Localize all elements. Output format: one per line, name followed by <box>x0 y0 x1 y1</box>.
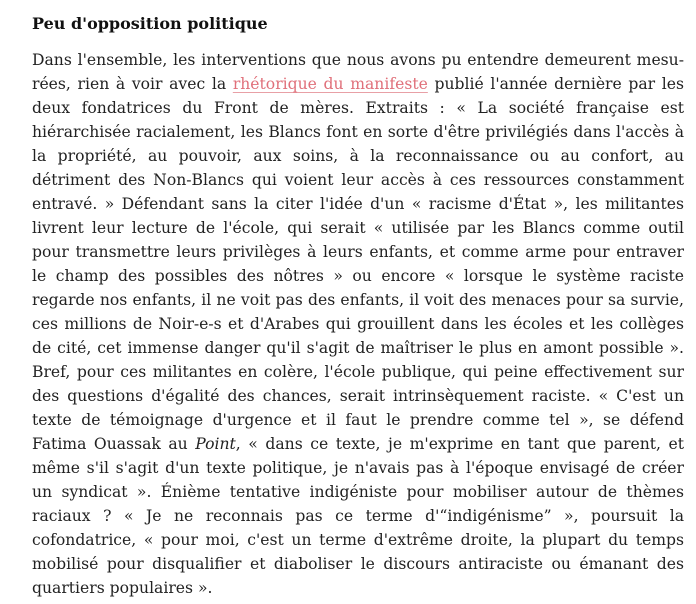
publication-name-italic: Point <box>195 435 236 453</box>
paragraph-text-part3: , « dans ce texte, je m'exprime en tant que parent, et même s'il s'agit d'un texte politique, je n'avais pas à l'époque envisagé de créer un syndicat ». Énième tentative indigéniste pour mobiliser autour de thèmes raciaux ? « Je ne reconnais pas ce terme d'“indigénisme” », poursuit la cofondatrice, « pour moi, c'est un terme d'extrême droite, la plupart du temps mobilisé pour disqualifier et diaboliser le discours antiraciste ou émanant des quartiers populaires ». <box>32 435 684 597</box>
manifesto-rhetoric-link[interactable]: rhétorique du manifeste <box>232 75 428 93</box>
paragraph-text-part1: Dans l'ensemble, les interventions que nous avons pu entendre demeurent mesurées, rien à voir avec la <box>32 51 684 93</box>
paragraph-text-part2: publié l'année dernière par les deux fondatrices du Front de mères. Extraits : « La société française est hiérarchisée racialement, les Blancs font en sorte d'être privilégiés dans l'accès à la propriété, au pouvoir, aux soins, à la reconnaissance ou au confort, au détriment des Non-Blancs qui voient leur accès à ces ressources constamment entravé. » Défendant sans la citer l'idée d'un « racisme d'État », les militantes livrent leur lecture de l'école, qui serait « utilisée par les Blancs comme outil pour transmettre leurs privilèges à leurs enfants, et comme arme pour entraver le champ des possibles des nôtres » ou encore « lorsque le système raciste regarde nos enfants, il ne voit pas des enfants, il voit des menaces pour sa survie, ces millions de Noir-e-s et d'Arabes qui grouillent dans les écoles et les collèges de cité, cet immense danger qu'il s'agit de maîtriser le plus en amont possible ». Bref, pour ces militantes en colère, l'école publique, qui peine effectivement sur des questions d'égalité des chances, serait intrinsèquement raciste. « C'est un texte de témoignage d'urgence et il faut le prendre comme tel », se défend Fatima Ouassak au <box>32 75 685 453</box>
article-section <box>32 10 684 600</box>
article-paragraph <box>32 48 684 600</box>
section-heading: Peu d'opposition politique <box>32 14 268 33</box>
